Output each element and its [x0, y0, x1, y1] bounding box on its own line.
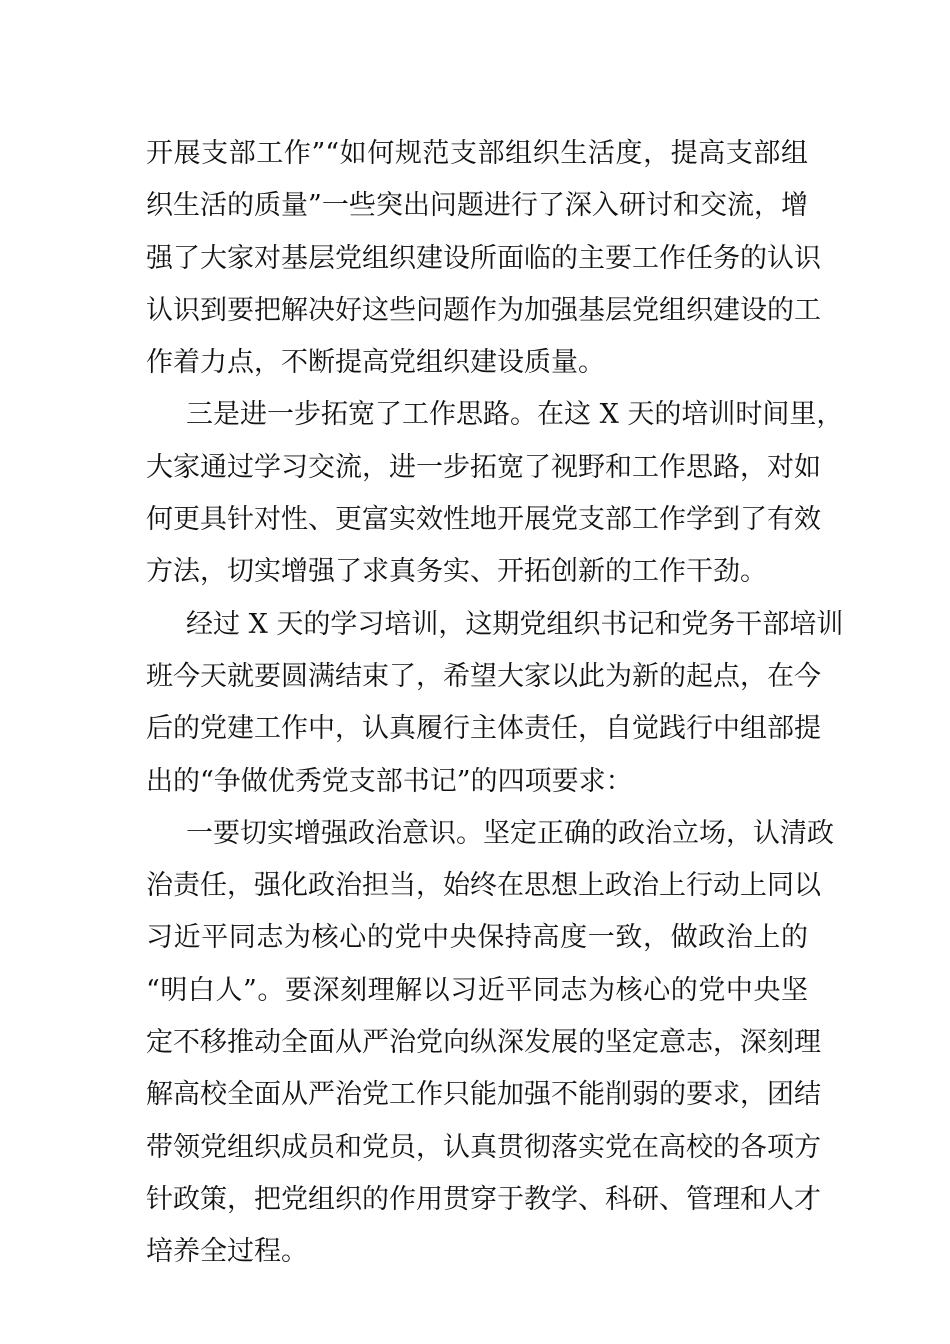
text-line: 何更具针对性、更富实效性地开展党支部工作学到了有效 — [146, 504, 821, 536]
text-line: 方法，切实增强了求真务实、开拓创新的工作干劲。 — [146, 556, 767, 588]
text-line: 大家通过学习交流，进一步拓宽了视野和工作思路，对如 — [146, 451, 821, 483]
text-line: 培养全过程。 — [146, 1236, 308, 1268]
text-line: 后的党建工作中，认真履行主体责任，自觉践行中组部提 — [146, 713, 821, 745]
paragraph-4 — [146, 808, 834, 1279]
text-line: 一要切实增强政治意识。坚定正确的政治立场，认清政 — [186, 817, 834, 849]
text-line: 织生活的质量”一些突出问题进行了深入研讨和交流，增 — [146, 190, 808, 222]
text-line: 认识到要把解决好这些问题作为加强基层党组织建设的工 — [146, 294, 821, 326]
text-line: 强了大家对基层党组织建设所面临的主要工作任务的认识 — [146, 242, 821, 274]
text-line: 带领党组织成员和党员，认真贯彻落实党在高校的各项方 — [146, 1131, 821, 1163]
text-line: 三是进一步拓宽了工作思路。在这 X 天的培训时间里， — [186, 399, 844, 431]
text-line: 习近平同志为核心的党中央保持高度一致，做政治上的 — [146, 922, 808, 954]
text-line: 针政策，把党组织的作用贯穿于教学、科研、管理和人才 — [146, 1183, 821, 1215]
text-line: “明白人”。要深刻理解以习近平同志为核心的党中央坚 — [146, 974, 808, 1006]
text-line: 经过 X 天的学习培训，这期党组织书记和党务干部培训 — [186, 608, 844, 640]
paragraph-1 — [146, 128, 821, 389]
text-line: 开展支部工作”“如何规范支部组织生活度，提高支部组 — [146, 138, 808, 169]
text-line: 定不移推动全面从严治党向纵深发展的坚定意志，深刻理 — [146, 1027, 821, 1059]
text-line: 治责任，强化政治担当，始终在思想上政治上行动上同以 — [146, 870, 821, 902]
text-line: 解高校全面从严治党工作只能加强不能削弱的要求，团结 — [146, 1079, 821, 1111]
paragraph-2 — [146, 389, 844, 598]
text-line: 班今天就要圆满结束了，希望大家以此为新的起点，在今 — [146, 660, 821, 692]
text-line: 出的“争做优秀党支部书记”的四项要求： — [146, 765, 633, 797]
text-line: 作着力点，不断提高党组织建设质量。 — [146, 347, 605, 379]
paragraph-3 — [146, 599, 844, 808]
document-body — [146, 128, 844, 1279]
